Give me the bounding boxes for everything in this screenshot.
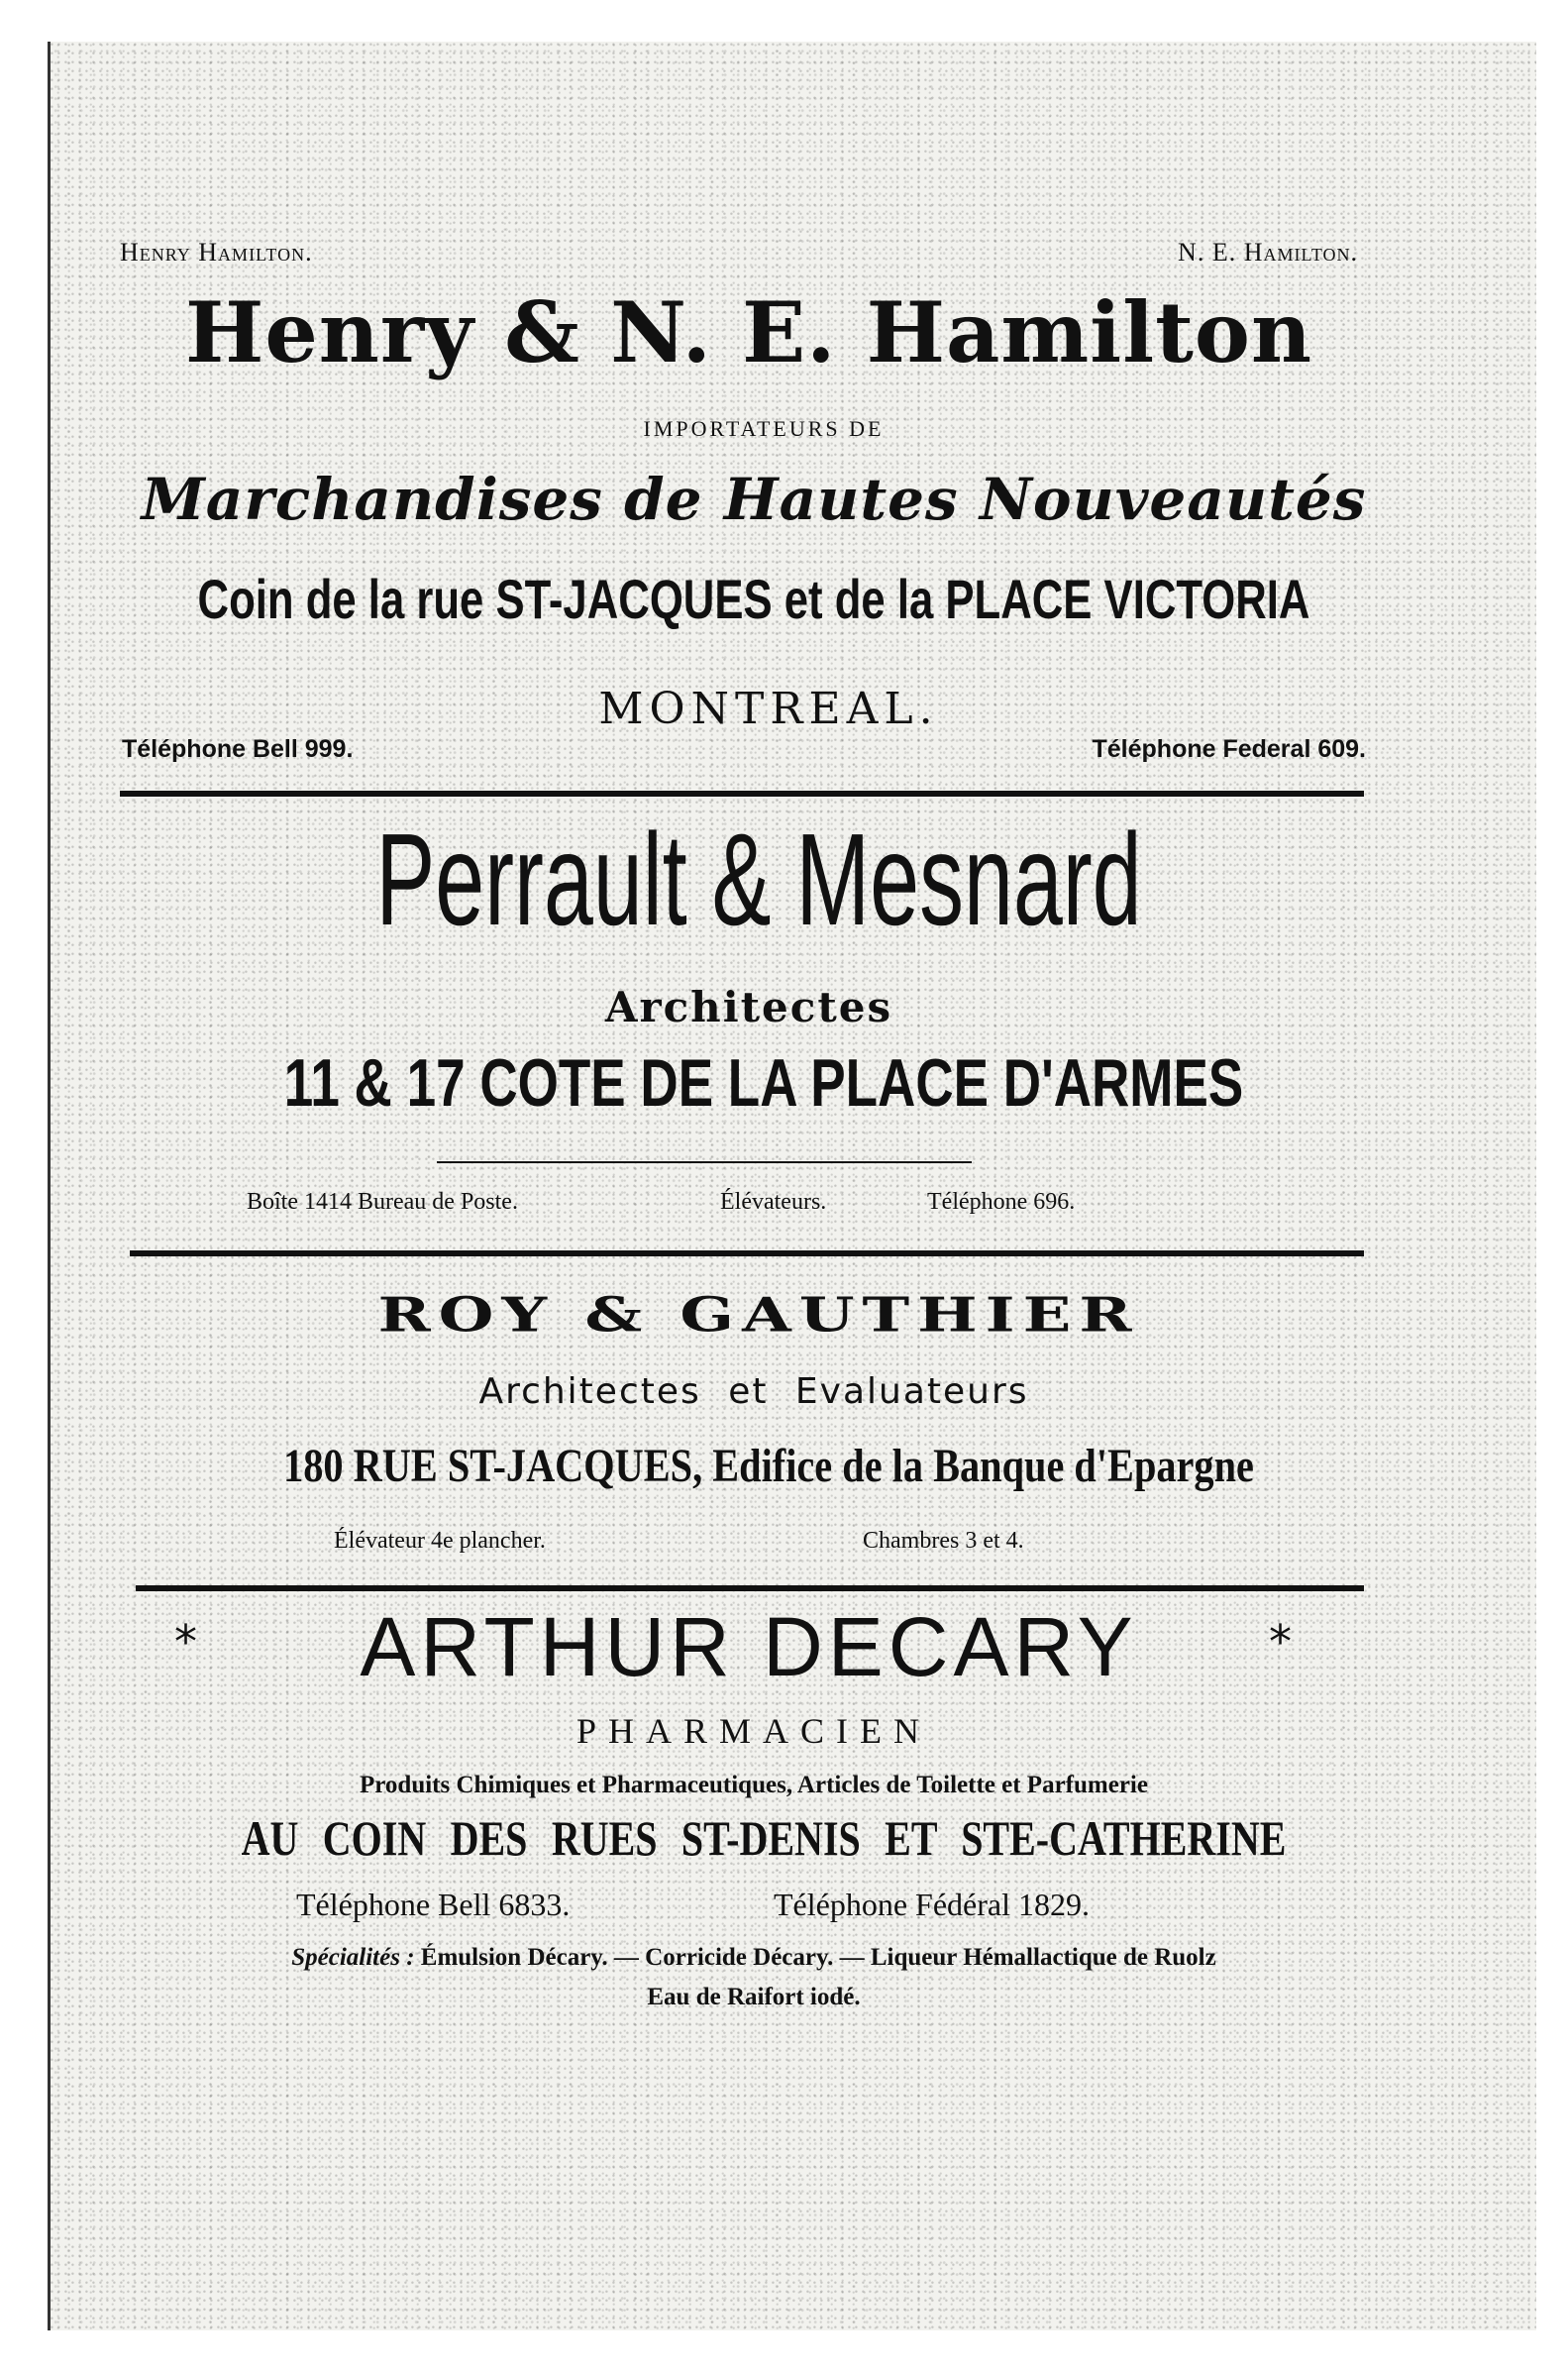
decary-profession: PHARMACIEN xyxy=(575,1711,932,1751)
decary-phone-bell: Téléphone Bell 6833. xyxy=(296,1887,571,1922)
roy-floor: Élévateur 4e plancher. xyxy=(334,1528,546,1554)
decary-phone-federal: Téléphone Fédéral 1829. xyxy=(774,1887,1090,1922)
perrault-title: Perrault & Mesnard xyxy=(375,807,1142,952)
decary-products: Produits Chimiques et Pharmaceutiques, Articles de Toilette et Parfumerie xyxy=(360,1772,1148,1798)
decary-specialties: Émulsion Décary. — Corricide Décary. — Liqueur Hémallactique de Ruolz xyxy=(420,1944,1216,1971)
divider-short xyxy=(437,1161,972,1163)
hamilton-title: Henry & N. E. Hamilton xyxy=(184,283,1313,381)
decary-specialties-label: Spécialités : xyxy=(291,1944,415,1971)
right-asterisk-ornament: * xyxy=(1269,1615,1292,1669)
decary-specialties-cont: Eau de Raifort iodé. xyxy=(647,1984,861,2010)
hamilton-goods: Marchandises de Hautes Nouveautés xyxy=(141,466,1367,533)
roy-title: ROY & GAUTHIER xyxy=(377,1287,1140,1344)
hamilton-importers: IMPORTATEURS DE xyxy=(643,416,885,441)
perrault-box: Boîte 1414 Bureau de Poste. xyxy=(247,1189,518,1215)
henry-hamilton-name: Henry Hamilton. xyxy=(120,238,313,267)
roy-address: 180 RUE ST-JACQUES, Edifice de la Banque d'Epargne xyxy=(283,1440,1254,1492)
perrault-profession: Architectes xyxy=(604,983,893,1031)
hamilton-phone-bell: Téléphone Bell 999. xyxy=(122,735,354,763)
hamilton-city: MONTREAL. xyxy=(598,684,939,734)
divider-2 xyxy=(130,1250,1364,1256)
hamilton-phone-federal: Téléphone Federal 609. xyxy=(1092,735,1366,763)
ne-hamilton-name: N. E. Hamilton. xyxy=(1178,238,1358,267)
hamilton-address: Coin de la rue ST-JACQUES et de la PLACE VICTORIA xyxy=(197,568,1310,630)
divider-1 xyxy=(120,791,1364,797)
divider-3 xyxy=(136,1585,1364,1591)
roy-rooms: Chambres 3 et 4. xyxy=(863,1528,1024,1554)
decary-title: ARTHUR DECARY xyxy=(360,1600,1138,1693)
advertisement-page xyxy=(48,42,1536,2330)
roy-profession: Architectes et Evaluateurs xyxy=(478,1371,1029,1412)
perrault-address: 11 & 17 COTE DE LA PLACE D'ARMES xyxy=(283,1045,1244,1121)
perrault-phone: Téléphone 696. xyxy=(927,1189,1076,1215)
decary-address: AU COIN DES RUES ST-DENIS ET STE-CATHERINE xyxy=(241,1810,1287,1866)
left-asterisk-ornament: * xyxy=(174,1615,197,1669)
perrault-elevators: Élévateurs. xyxy=(720,1189,827,1215)
decary-specialties-line xyxy=(48,1944,1497,1972)
